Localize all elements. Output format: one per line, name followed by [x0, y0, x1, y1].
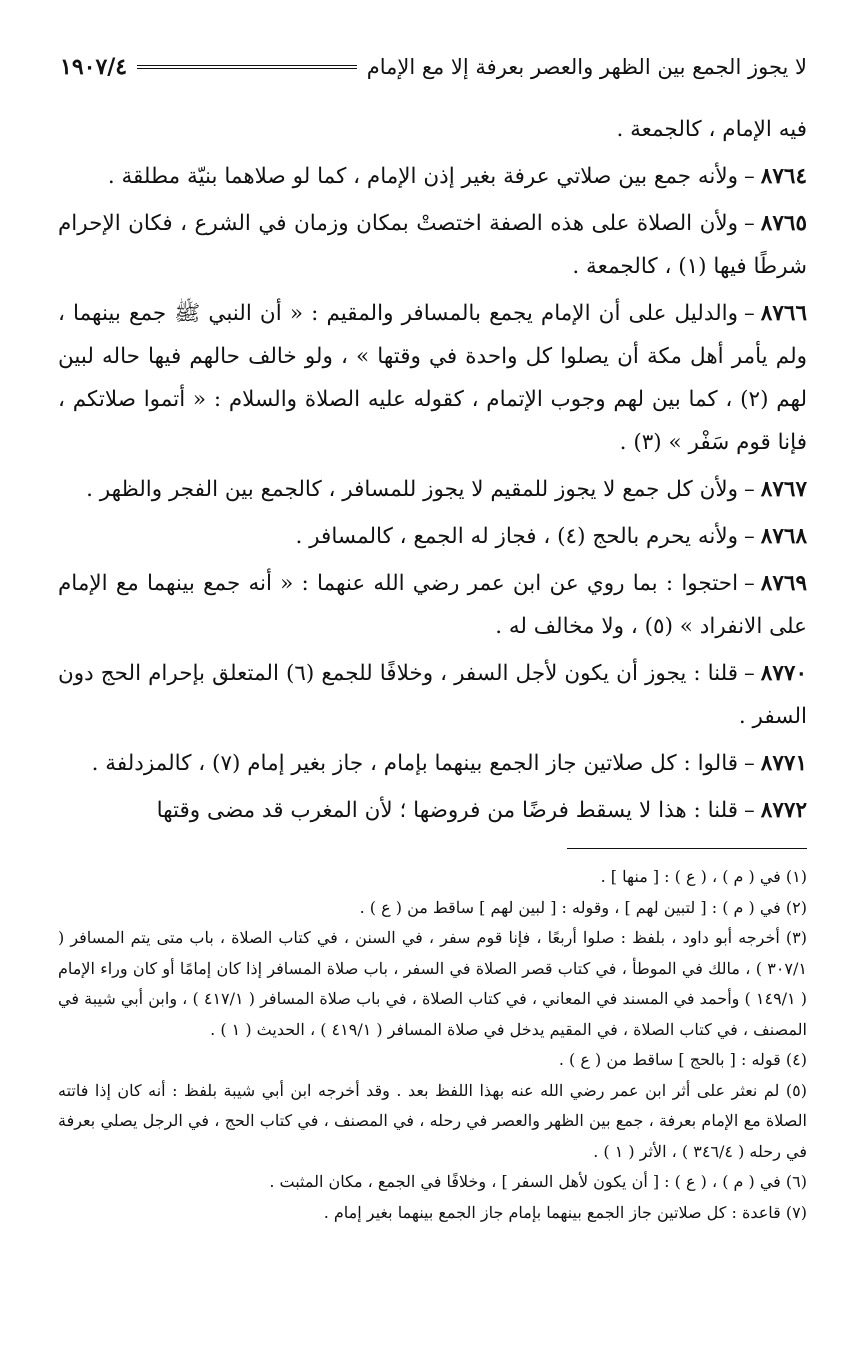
footnote: (٥) لم نعثر على أثر ابن عمر رضي الله عنه بهذا اللفظ بعد . وقد أخرجه ابن أبي شيبة بلفظ : أنه كان إذا فاتته الصلاة مع الإمام بعرفة ، جمع بين الظهر والعصر في رحله ، في المصنف ، في كتاب الحج ، في الرجل يصلي بعرفة في رحله ( ٣٤٦/٤ ) ، الأثر ( ١ ) .: [58, 1080, 807, 1161]
page-header: [60, 50, 807, 84]
paragraph: [58, 652, 807, 738]
paragraph: [58, 468, 807, 511]
paragraph-text: قالوا : كل صلاتين جاز الجمع بينهما بإمام ، جاز بغير إمام (٧) ، كالمزدلفة .: [91, 751, 739, 776]
paragraph-number: ٨٧٦٦: [760, 301, 807, 326]
footnote: (٦) في ( م ) ، ( ع ) : [ أن يكون لأهل السفر ] ، وخلافًا في الجمع ، مكان المثبت .: [269, 1172, 807, 1191]
paragraph: [58, 155, 807, 198]
paragraph: [58, 789, 807, 832]
paragraph: [58, 108, 807, 151]
dash: –: [744, 211, 755, 236]
dash: –: [744, 571, 755, 596]
paragraph: [58, 515, 807, 558]
paragraph-text: فيه الإمام ، كالجمعة .: [616, 117, 807, 142]
paragraph-number: ٨٧٧١: [760, 751, 807, 776]
paragraph-number: ٨٧٦٤: [760, 164, 807, 189]
dash: –: [744, 301, 755, 326]
paragraph: [58, 202, 807, 288]
paragraph: [58, 562, 807, 648]
paragraph: [58, 292, 807, 464]
paragraph-number: ٨٧٦٩: [760, 571, 807, 596]
paragraph-text: قلنا : يجوز أن يكون لأجل السفر ، وخلافًا للجمع (٦) المتعلق بإحرام الحج دون السفر .: [58, 661, 807, 729]
paragraph-text: ولأنه جمع بين صلاتي عرفة بغير إذن الإمام ، كما لو صلاهما بنيّة مطلقة .: [107, 164, 739, 189]
paragraph: [58, 742, 807, 785]
paragraph-number: ٨٧٦٨: [760, 524, 807, 549]
header-double-rule: [137, 65, 357, 69]
paragraph-number: ٨٧٧٢: [760, 798, 807, 823]
dash: –: [744, 524, 755, 549]
paragraph-number: ٨٧٦٧: [760, 477, 807, 502]
footnote: (١) في ( م ) ، ( ع ) : [ منها ] .: [600, 867, 807, 886]
footnote: (٤) قوله : [ بالحج ] ساقط من ( ع ) .: [558, 1050, 807, 1069]
footnote-separator: [567, 848, 807, 849]
paragraph-text: والدليل على أن الإمام يجمع بالمسافر والمقيم : « أن النبي ﷺ جمع بينهما ، ولم يأمر أهل مكة أن يصلوا كل واحدة في وقتها » ، ولو خالف حالهم فيها حاله لبين لهم (٢) ، كما بين لهم وجوب الإتمام ، كقوله عليه الصلاة والسلام : « أتموا صلاتكم ، فإنا قوم سَفْر » (٣) .: [58, 301, 807, 455]
paragraph-number: ٨٧٧٠: [760, 661, 807, 686]
dash: –: [744, 798, 755, 823]
paragraph-text: احتجوا : بما روي عن ابن عمر رضي الله عنهما : « أنه جمع بينهما مع الإمام على الانفراد » (٥) ، ولا مخالف له .: [58, 571, 807, 639]
running-title: لا يجوز الجمع بين الظهر والعصر بعرفة إلا مع الإمام: [366, 55, 807, 79]
page-number: ١٩٠٧/٤: [60, 54, 128, 80]
paragraph-text: ولأن كل جمع لا يجوز للمقيم لا يجوز للمسافر ، كالجمع بين الفجر والظهر .: [86, 477, 739, 502]
paragraph-text: ولأنه يحرم بالحج (٤) ، فجاز له الجمع ، كالمسافر .: [295, 524, 739, 549]
dash: –: [744, 164, 755, 189]
paragraph-text: ولأن الصلاة على هذه الصفة اختصتْ بمكان وزمان في الشرع ، فكان الإحرام شرطًا فيها (١) ، كالجمعة .: [58, 211, 807, 279]
footnote: (٣) أخرجه أبو داود ، بلفظ : صلوا أربعًا ، فإنا قوم سفر ، في السنن ، في كتاب الصلاة ، باب متى يتم المسافر ( ٣٠٧/١ ) ، مالك في الموطأ ، في كتاب قصر الصلاة في السفر ، باب صلاة المسافر إذا كان إمامًا أو كان وراء الإمام ( ١٤٩/١ ) وأحمد في المسند في المعاني ، في كتاب الصلاة ، في باب صلاة المسافر ( ٤١٧/١ ) ، وابن أبي شيبة في المصنف ، في كتاب الصلاة ، في المقيم يدخل في صلاة المسافر ( ٤١٩/١ ) ، الحديث ( ١ ) .: [58, 928, 808, 1039]
dash: –: [744, 661, 755, 686]
main-text: [58, 108, 807, 836]
footnotes: [58, 862, 807, 1228]
paragraph-number: ٨٧٦٥: [760, 211, 807, 236]
dash: –: [744, 477, 755, 502]
footnote: (٧) قاعدة : كل صلاتين جاز الجمع بينهما بإمام جاز الجمع بينهما بغير إمام .: [323, 1202, 807, 1222]
paragraph-text: قلنا : هذا لا يسقط فرضًا من فروضها ؛ لأن المغرب قد مضى وقتها: [156, 798, 739, 823]
footnote: (٢) في ( م ) : [ لتبين لهم ] ، وقوله : [ لبين لهم ] ساقط من ( ع ) .: [359, 897, 807, 917]
dash: –: [744, 751, 755, 776]
